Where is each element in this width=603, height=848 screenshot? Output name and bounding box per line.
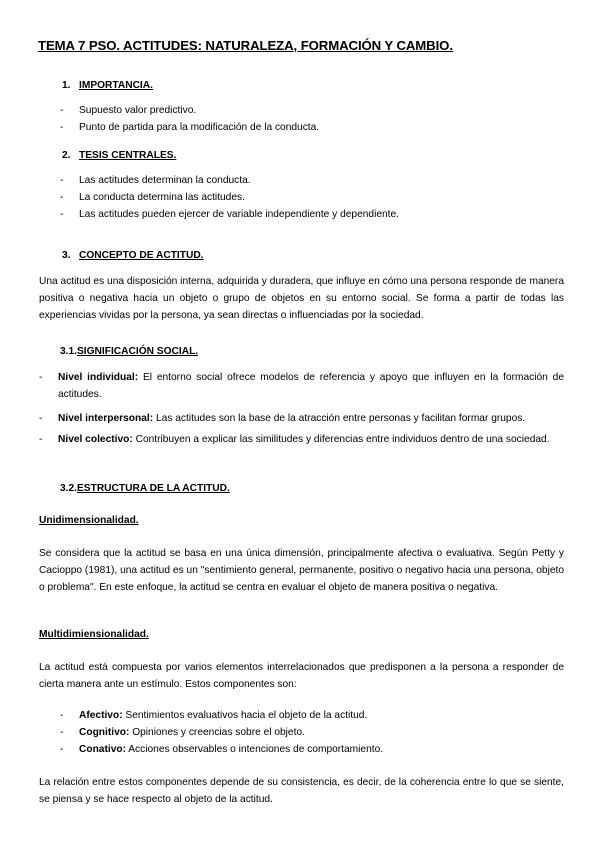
- list-item: - Las actitudes determinan la conducta.: [60, 175, 251, 186]
- section-3-2-number: 3.2.: [60, 483, 77, 494]
- section-3-heading: [62, 250, 204, 261]
- list-item: - Conativo: Acciones observables o intenciones de comportamiento.: [60, 744, 384, 755]
- section-2-title: TESIS CENTRALES.: [79, 150, 177, 161]
- section-3-2-title: ESTRUCTURA DE LA ACTITUD.: [77, 483, 230, 494]
- unidimensional-heading: Unidimensionalidad.: [39, 515, 139, 526]
- list-item: - Cognitivo: Opiniones y creencias sobre el objeto.: [60, 727, 305, 738]
- multidimensional-paragraph: La actitud está compuesta por varios elementos interrelacionados que predisponen a la persona a responder de cierta manera ante un estímulo. Estos componentes son:: [39, 662, 564, 690]
- unidimensional-paragraph: Se considera que la actitud se basa en una única dimensión, principalmente afectiva o evaluativa. Según Petty y Cacioppo (1981), una actitud es un "sentimiento general, permanente, positivo o negativo hacia una persona, objeto o problema". En este enfoque, la actitud se centra en evaluar el objeto de manera positiva o negativa.: [39, 548, 564, 593]
- section-3-title: CONCEPTO DE ACTITUD.: [79, 250, 204, 261]
- list-item: - La conducta determina las actitudes.: [60, 192, 245, 203]
- section-3-number: 3.: [62, 250, 71, 261]
- section-3-1-title: SIGNIFICACIÓN SOCIAL.: [77, 346, 199, 357]
- list-item: - Supuesto valor predictivo.: [60, 105, 197, 116]
- section-3-1-number: 3.1.: [60, 346, 77, 357]
- list-item: - Nivel colectivo: Contribuyen a explicar las similitudes y diferencias entre individuos dentro de una sociedad.: [39, 434, 550, 445]
- list-item: - Punto de partida para la modificación de la conducta.: [60, 122, 320, 133]
- section-1-title: IMPORTANCIA.: [79, 80, 153, 91]
- section-2-heading: [62, 150, 176, 161]
- list-item: - Las actitudes pueden ejercer de variable independiente y dependiente.: [60, 209, 400, 220]
- list-item: - Nivel individual: El entorno social ofrece modelos de referencia y apoyo que influyen en la formación de actitudes.: [39, 372, 564, 400]
- section-3-1-heading: [60, 346, 198, 357]
- list-item: - Nivel interpersonal: Las actitudes son la base de la atracción entre personas y facilitan formar grupos.: [39, 413, 526, 424]
- section-1-number: 1.: [62, 80, 71, 91]
- section-2-number: 2.: [62, 150, 71, 161]
- page-title: TEMA 7 PSO. ACTITUDES: NATURALEZA, FORMACIÓN Y CAMBIO.: [38, 38, 453, 53]
- multidimensional-heading: Multidimiensionalidad.: [39, 629, 149, 640]
- closing-paragraph: La relación entre estos componentes depende de su consistencia, es decir, de la coherencia entre lo que se siente, se piensa y se hace respecto al objeto de la actitud.: [39, 777, 564, 805]
- section-1-heading: [62, 80, 153, 91]
- section-3-2-heading: [60, 483, 230, 494]
- list-item: - Afectivo: Sentimientos evaluativos hacia el objeto de la actitud.: [60, 710, 368, 721]
- concept-paragraph: Una actitud es una disposición interna, adquirida y duradera, que influye en cómo una persona responde de manera positiva o negativa hacia un objeto o grupo de objetos en su entorno social. Se forma a partir de todas las experiencias vividas por la persona, ya sean directas o influenciadas por la sociedad.: [39, 276, 564, 321]
